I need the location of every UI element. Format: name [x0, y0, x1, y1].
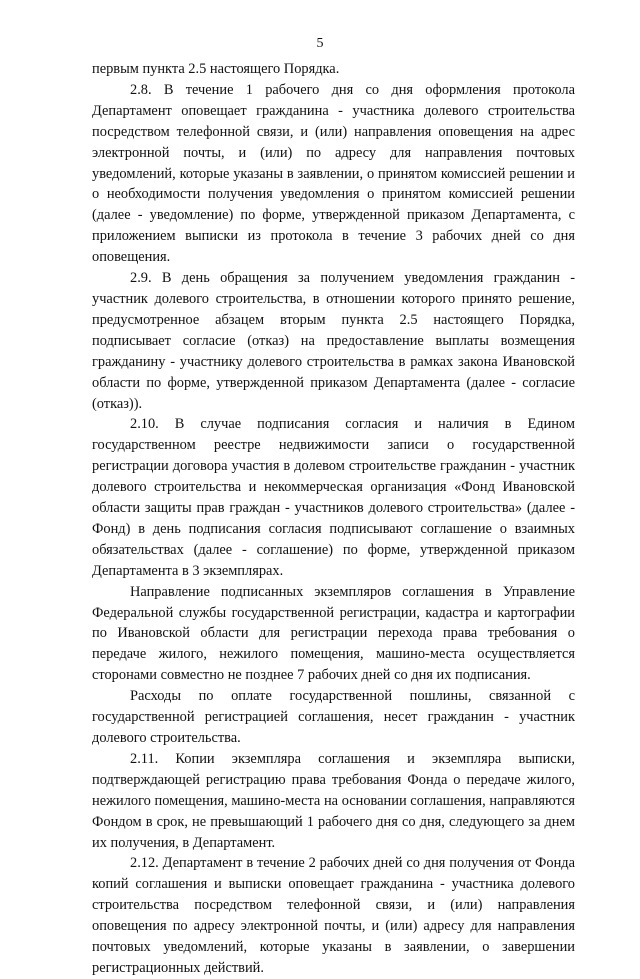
- document-body: [92, 59, 575, 979]
- paragraph-2-11: 2.11. Копии экземпляра соглашения и экземпляра выписки, подтверждающей регистрацию права требования Фонда о передаче жилого, нежилого помещения, машино-места на основании соглашения, направляются Фондом в срок, не превышающий 1 рабочего дня со дня, следующего за днем их получения, в Департамент.: [92, 750, 575, 851]
- paragraph-2-10: 2.10. В случае подписания согласия и наличия в Едином государственном реестре недвижимости записи о государственной регистрации договора участия в долевом строительстве гражданин - участник долевого строительства и некоммерческая организация «Фонд Ивановской области защиты прав граждан - участников долевого строительства» (далее - Фонд) в день подписания согласия подписывают соглашение о взаимных обязательствах (далее - соглашение) по форме, утвержденной приказом Департамента в 3 экземплярах.: [92, 416, 575, 579]
- paragraph-2-8: 2.8. В течение 1 рабочего дня со дня оформления протокола Департамент оповещает гражданина - участника долевого строительства посредством телефонной связи, и (или) направления оповещения на адрес электронной почты, и (или) по адресу для направления почтовых уведомлений, которые указаны в заявлении, о принятом комиссией решении и о необходимости получения уведомления о принятом комиссией решении (далее - уведомление) по форме, утвержденной приказом Департамента, с приложением выписки из протокола в течение 3 рабочих дней со дня оповещения.: [92, 81, 575, 266]
- paragraph-2-12: 2.12. Департамент в течение 2 рабочих дней со дня получения от Фонда копий соглашения и выписки оповещает гражданина - участника долевого строительства посредством телефонной связи, и (или) направления оповещения по адресу электронной почты, и (или) адресу для направления почтовых уведомлений, которые указаны в заявлении, о завершении регистрационных действий.: [92, 855, 575, 976]
- page-number: 5: [316, 36, 324, 51]
- paragraph-registration-direction: Направление подписанных экземпляров соглашения в Управление Федеральной службы государственной регистрации, кадастра и картографии по Ивановской области для регистрации перехода права требования о передаче жилого, нежилого помещения, машино-места осуществляется сторонами совместно не позднее 7 рабочих дней со дня их подписания.: [92, 583, 575, 684]
- paragraph-2-9: 2.9. В день обращения за получением уведомления гражданин - участник долевого строительства, в отношении которого принято решение, предусмотренное абзацем вторым пункта 2.5 настоящего Порядка, подписывает согласие (отказ) на предоставление выплаты возмещения гражданину - участнику долевого строительства в рамках закона Ивановской области по форме, утвержденной приказом Департамента (далее - согласие (отказ)).: [92, 270, 575, 412]
- paragraph-state-fee-expenses: Расходы по оплате государственной пошлины, связанной с государственной регистрацией соглашения, несет гражданин - участник долевого строительства.: [92, 688, 575, 746]
- paragraph-continuation: первым пункта 2.5 настоящего Порядка.: [92, 61, 340, 77]
